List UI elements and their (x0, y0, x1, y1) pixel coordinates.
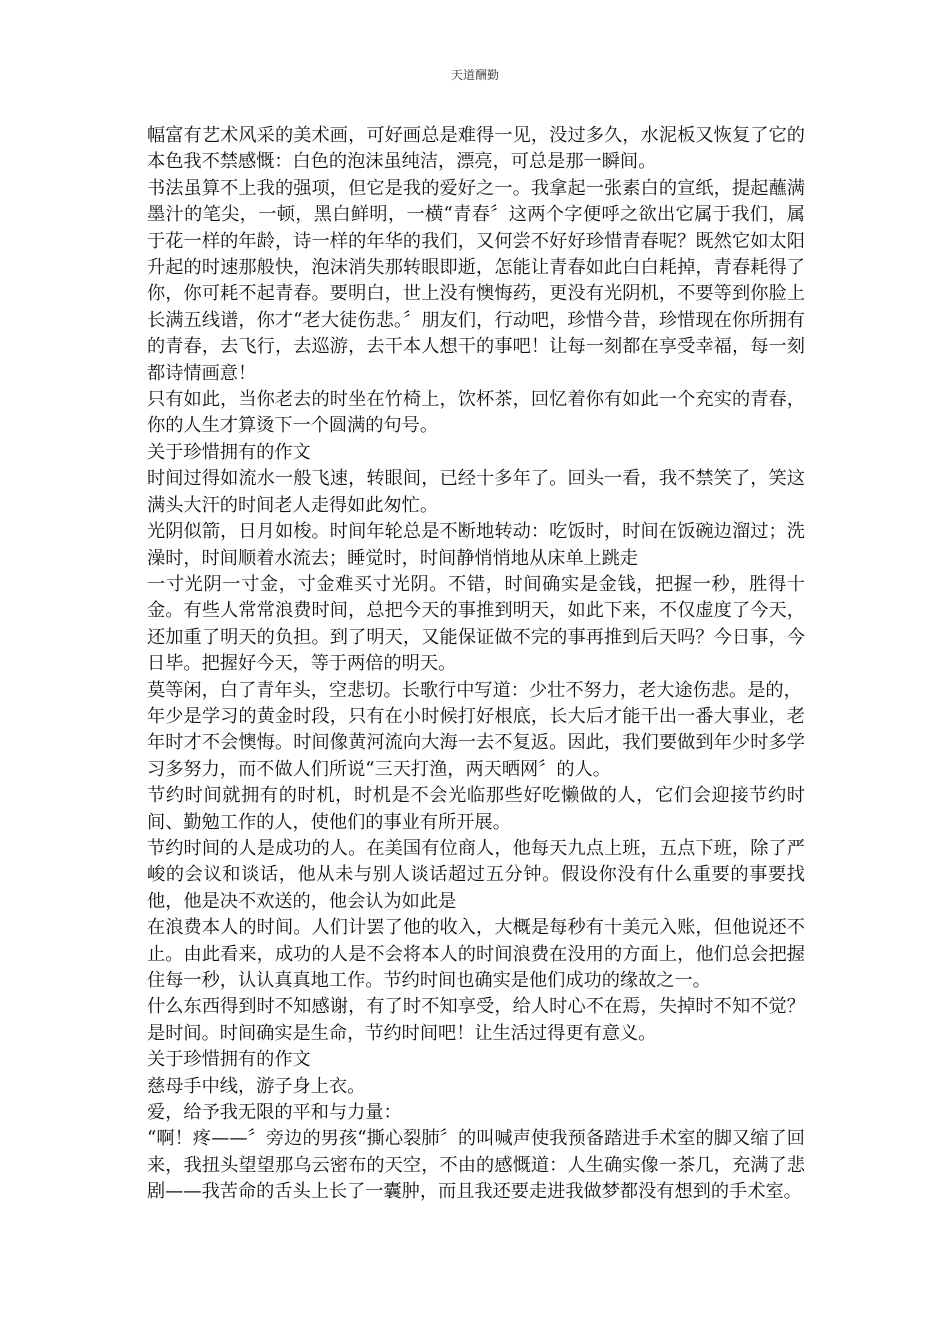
paragraph: 只有如此，当你老去的时坐在竹椅上，饮杯茶，回忆着你有如此一个充实的青春，你的人生才算烫下一个圆满的句号。 (147, 389, 805, 437)
page-header: 天道酬勤 (450, 68, 499, 82)
document-body (147, 123, 805, 1206)
section-heading: 关于珍惜拥有的作文 (147, 441, 311, 463)
section-heading: 关于珍惜拥有的作文 (147, 1049, 311, 1071)
paragraph: 时间过得如流水一般飞速，转眼间，已经十多年了。回头一看，我不禁笑了，笑这满头大汗的时间老人走得如此匆忙。 (147, 468, 805, 516)
paragraph: “啊！疼——〞旁边的男孩“撕心裂肺〞的叫喊声使我预备踏进手术室的脚又缩了回来，我扭头望望那乌云密布的天空，不由的感慨道：人生确实像一茶几，充满了悲剧——我苦命的舌头上长了一囊肿，而且我还要走进我做梦都没有想到的手术室。 (147, 1128, 805, 1203)
paragraph: 节约时间就拥有的时机，时机是不会光临那些好吃懒做的人，它们会迎接节约时间、勤勉工作的人，使他们的事业有所开展。 (147, 785, 805, 833)
paragraph: 年少是学习的黄金时段，只有在小时候打好根底，长大后才能干出一番大事业，老年时才不会懊悔。时间像黄河流向大海一去不复返。因此，我们要做到年少时多学习多努力，而不做人们所说“三天打渔，两天晒网〞的人。 (147, 705, 805, 780)
paragraph: 在浪费本人的时间。人们计罢了他的收入，大概是每秒有十美元入账，但他说还不止。由此看来，成功的人是不会将本人的时间浪费在没用的方面上，他们总会把握住每一秒，认认真真地工作。节约时间也确实是他们成功的缘故之一。 (147, 917, 805, 991)
paragraph: 爱，给予我无限的平和与力量： (147, 1102, 402, 1124)
paragraph: 慈母手中线，游子身上衣。 (147, 1075, 366, 1097)
paragraph: 书法虽算不上我的强项，但它是我的爱好之一。我拿起一张素白的宣纸，提起蘸满墨汁的笔尖，一顿，黑白鲜明，一横“青春〞这两个字便呼之欲出它属于我们，属于花一样的年龄，诗一样的年华的我们，又何尝不好好珍惜青春呢？既然它如太阳升起的时速那般快，泡沫消失那转眼即逝，怎能让青春如此白白耗掉，青春耗得了你，你可耗不起青春。要明白，世上没有懊悔药，更没有光阴机，不要等到你脸上长满五线谱，你才“老大徒伤悲。〞朋友们，行动吧，珍惜今昔，珍惜现在你所拥有的青春，去飞行，去巡游，去干本人想干的事吧！让每一刻都在享受幸福，每一刻都诗情画意！ (147, 177, 805, 384)
paragraph: 一寸光阴一寸金，寸金难买寸光阴。不错，时间确实是金钱，把握一秒，胜得十金。有些人常常浪费时间，总把今天的事推到明天，如此下来，不仅虚度了今天，还加重了明天的负担。到了明天，又能保证做不完的事再推到后天吗？今日事，今日毕。把握好今天，等于两倍的明天。 (147, 573, 805, 675)
paragraph: 莫等闲，白了青年头，空悲切。长歌行中写道：少壮不努力，老大途伤悲。是的， (147, 679, 802, 701)
paragraph: 幅富有艺术风采的美术画，可好画总是难得一见，没过多久，水泥板又恢复了它的本色我不禁感慨：白色的泡沫虽纯洁，漂亮，可总是那一瞬间。 (147, 125, 805, 173)
paragraph: 什么东西得到时不知感谢，有了时不知享受，给人时心不在焉，失掉时不知不觉？是时间。时间确实是生命，节约时间吧！让生活过得更有意义。 (147, 996, 805, 1044)
paragraph: 节约时间的人是成功的人。在美国有位商人，他每天九点上班，五点下班，除了严峻的会议和谈话，他从未与别人谈话超过五分钟。假设你没有什么重要的事要找他，他是决不欢送的，他会认为如此是 (147, 837, 805, 912)
paragraph: 光阴似箭，日月如梭。时间年轮总是不断地转动：吃饭时，时间在饭碗边溜过；洗澡时，时间顺着水流去；睡觉时，时间静悄悄地从床单上跳走 (147, 521, 805, 569)
